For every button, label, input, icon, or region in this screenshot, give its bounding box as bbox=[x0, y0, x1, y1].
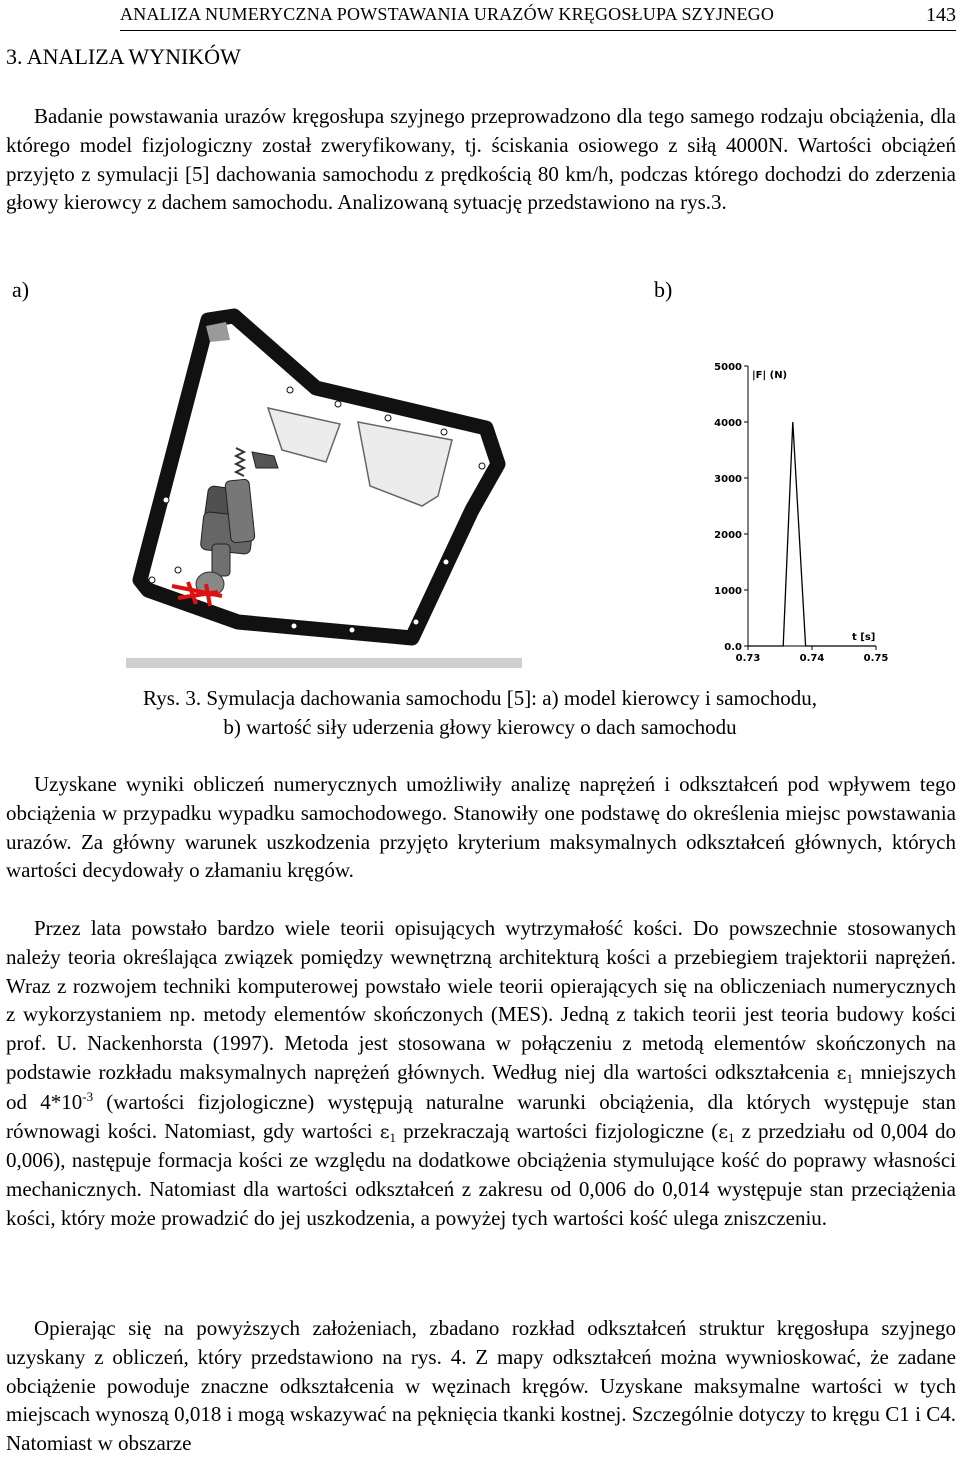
force-time-chart bbox=[706, 350, 890, 668]
figure-label-b: b) bbox=[654, 277, 673, 302]
running-title: ANALIZA NUMERYCZNA POWSTAWANIA URAZÓW KRĘGOSŁUPA SZYJNEGO bbox=[120, 4, 775, 24]
ground-strip bbox=[126, 658, 522, 668]
paragraph-results: Uzyskane wyniki obliczeń numerycznych umożliwiły analizę naprężeń i odkształceń pod wpływem tego obciążenia w przypadku wypadku samochodowego. Stanowiły one podstawę do określenia miejsc powstawania urazów. Za główny warunek uszkodzenia przyjęto kryterium maksymalnych odkształceń głównych, których wartości decydowały o złamaniu kręgów. bbox=[6, 772, 956, 883]
x-axis-label: t [s] bbox=[852, 632, 876, 643]
running-header bbox=[120, 4, 956, 31]
paragraph-bone-theory bbox=[6, 914, 956, 1233]
text-run: mniejszych od 4*10 bbox=[6, 1059, 956, 1114]
page-number: 143 bbox=[926, 4, 956, 26]
epsilon-symbol: ε bbox=[379, 1120, 390, 1143]
figure-label-a: a) bbox=[12, 277, 30, 302]
y-tick-label: 2000 bbox=[714, 530, 742, 541]
x-tick-label: 0.74 bbox=[799, 653, 825, 664]
y-tick-label: 3000 bbox=[714, 474, 742, 485]
driver-neck bbox=[212, 544, 230, 576]
text-run: z przedziału od 0,004 do 0,006), następuje formacja kości ze względu na dodatkowe obciążenia stymulujące kość do poprawy własności mechanicznych. Natomiast dla wartości odkształceń z zakresu od 0,006 do 0,014 występuje stan przeciążenia kości, który może prowadzić do jej uszkodzenia, a powyżej tych wartości kość ulega zniszczeniu. bbox=[6, 1118, 956, 1230]
epsilon-symbol: ε bbox=[836, 1061, 847, 1084]
superscript: -3 bbox=[82, 1088, 94, 1104]
text-run: przekraczają wartości fizjologiczne ( bbox=[396, 1118, 719, 1143]
epsilon-symbol: ε bbox=[718, 1120, 729, 1143]
y-tick-label: 4000 bbox=[714, 418, 742, 429]
y-tick-label: 5000 bbox=[714, 362, 742, 373]
y-tick-label: 1000 bbox=[714, 586, 742, 597]
caption-line-2: b) wartość siły uderzenia głowy kierowcy o dach samochodu bbox=[223, 715, 737, 739]
subscript: 1 bbox=[389, 1129, 397, 1145]
chart-series bbox=[748, 422, 876, 646]
front-seat bbox=[268, 408, 340, 462]
force-series-line bbox=[748, 422, 876, 646]
car-driver-model-figure bbox=[126, 300, 522, 672]
chart-ticks bbox=[714, 362, 888, 664]
caption-line-1: Rys. 3. Symulacja dachowania samochodu [5]: a) model kierowcy i samochodu, bbox=[143, 686, 817, 710]
text-run: Przez lata powstało bardzo wiele teorii opisujących wytrzymałość kości. Do powszechnie stosowanych należy teoria określająca związek pomiędzy wewnętrzną architekturą kości a przebiegiem trajektorii naprężeń. Wraz z rozwojem techniki komputerowej powstało wiele teorii opierających się na obliczeniach numerycznych z wykorzystaniem np. metody elementów skończonych (MES). Jedną z takich teorii jest teoria budowy kości prof. U. Nackenhorsta (1997). Metoda jest stosowana w połączeniu z metodą elementów skończonych na podstawie rozkładu maksymalnych naprężeń głównych. Według niej dla wartości odkształcenia bbox=[6, 916, 956, 1084]
paragraph-intro: Badanie powstawania urazów kręgosłupa szyjnego przeprowadzono dla tego samego rodzaju obciążenia, dla którego model fizjologiczny został zweryfikowany, tj. ściskania osiowego z siłą 4000N. Wartości obciążeń przyjęto z symulacji [5] dachowania samochodu z prędkością 80 km/h, podczas którego dochodzi do zderzenia głowy kierowcy z dachem samochodu. Analizowaną sytuację przedstawiono na rys.3. bbox=[6, 104, 956, 215]
text-run: (wartości fizjologiczne) występują naturalne warunki obciążenia, dla których występuje stan równowagi kości. Natomiast, gdy wartości bbox=[6, 1089, 956, 1143]
steering-wheel bbox=[252, 452, 278, 468]
spine-spring bbox=[236, 448, 244, 476]
figure-caption bbox=[0, 684, 960, 742]
subscript: 1 bbox=[846, 1070, 853, 1086]
y-tick-label: 0.0 bbox=[724, 642, 742, 653]
subscript: 1 bbox=[728, 1129, 735, 1145]
paragraph-strain-map: Opierając się na powyższych założeniach, zbadano rozkład odkształceń struktur kręgosłupa szyjnego uzyskany z obliczeń, który przedstawiono na rys. 4. Z mapy odkształceń można wywnioskować, że zadane obciążenie powoduje znaczne odkształcenia w węzinach kręgów. Uzyskane maksymalne wartości w tych miejscach wynoszą 0,018 i mogą wskazywać na pęknięcia tkanki kostnej. Szczególnie dotyczy to kręgu C1 i C4. Natomiast w obszarze bbox=[6, 1316, 956, 1456]
x-tick-label: 0.75 bbox=[863, 653, 889, 664]
rear-seat bbox=[358, 422, 452, 506]
section-title: 3. ANALIZA WYNIKÓW bbox=[6, 44, 241, 69]
x-tick-label: 0.73 bbox=[735, 653, 761, 664]
y-axis-label: |F| (N) bbox=[752, 370, 788, 381]
